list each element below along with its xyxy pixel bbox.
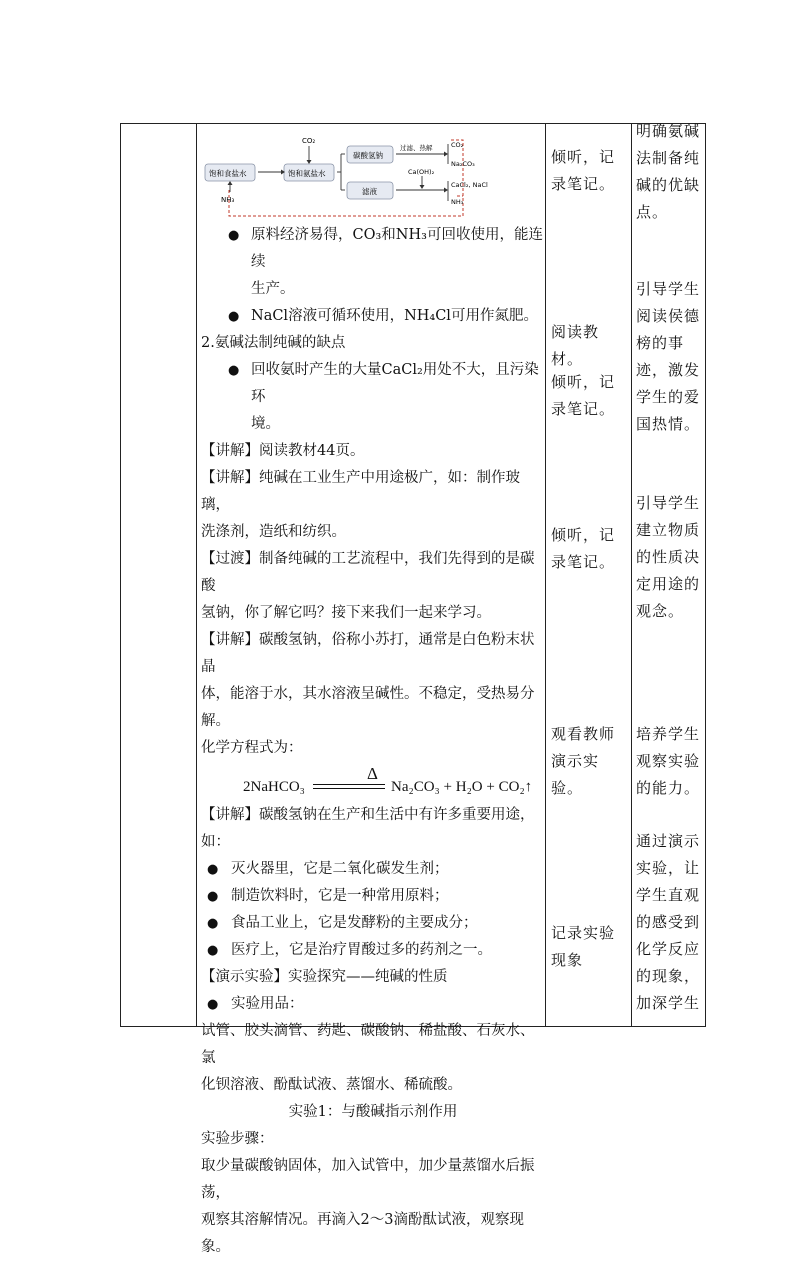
materials-item — [201, 991, 545, 1018]
bullet-icon: ● — [228, 228, 240, 243]
lesson-table — [120, 122, 706, 1255]
lecture-text: 体，能溶于水，其水溶液呈碱性。不稳定，受热易分解。 — [201, 686, 535, 729]
design-intent-4: 培养学生观察实验的能力。 — [636, 725, 701, 797]
student-activity-4: 倾听，记录笔记。 — [551, 526, 616, 571]
advantage-text: 原料经济易得，CO₃和NH₃可回收使用，能连续 — [251, 227, 543, 270]
nh3-label: NH₃ — [221, 196, 235, 204]
use-item — [201, 910, 545, 937]
design-intent-5: 通过演示实验，让学生直观的感受到化学反应的现象，加深学生 — [636, 832, 701, 1012]
teacher-activity — [201, 222, 545, 1261]
nh3-out-label: NH₃ — [451, 198, 464, 206]
equation-left: 2NaHCO₃ — [243, 779, 305, 795]
disadvantage-item — [201, 357, 545, 438]
cacl2-nacl-label: CaCl₂, NaCl — [451, 181, 488, 189]
disadvantage-text: 回收氨时产生的大量CaCl₂用处不大，且污染环 — [251, 362, 539, 405]
use-item — [201, 937, 545, 964]
equation-right: Na₂CO₃ + H₂O + CO₂↑ — [391, 779, 533, 795]
bullet-icon: ● — [228, 309, 240, 324]
bullet-icon: ● — [207, 916, 219, 931]
bullet-icon: ● — [207, 862, 219, 877]
lecture-text: 化学方程式为： — [201, 740, 303, 756]
lecture-text: 【讲解】阅读教材44页。 — [201, 443, 365, 459]
steps-label: 实验步骤： — [201, 1131, 274, 1147]
equation-condition: Δ — [367, 764, 378, 783]
use-item — [201, 883, 545, 910]
section-heading: 2.氨碱法制纯碱的缺点 — [201, 335, 346, 351]
transition-text: 【过渡】制备纯碱的工艺流程中，我们先得到的是碳酸 — [201, 551, 535, 594]
na2co3-label: Na₂CO₃ — [451, 160, 475, 168]
filter-heat-label: 过滤、热解 — [400, 144, 433, 152]
student-activity-3: 倾听，记录笔记。 — [551, 373, 616, 418]
bullet-icon: ● — [207, 997, 219, 1012]
lecture-text: 洗涤剂，造纸和纺织。 — [201, 524, 346, 540]
column-divider — [545, 124, 546, 1026]
ammonia-brine-label: 饱和氨盐水 — [288, 169, 326, 178]
co2-out-label: CO₂ — [451, 141, 464, 149]
brine-label: 饱和食盐水 — [209, 169, 247, 178]
lecture-text: 【讲解】纯碱在工业生产中用途极广，如：制作玻璃， — [201, 470, 520, 513]
advantage-text: 生产。 — [251, 281, 295, 297]
steps-text: 取少量碳酸钠固体，加入试管中，加少量蒸馏水后振荡， — [201, 1158, 535, 1201]
ammonia-soda-flow-diagram — [201, 126, 541, 218]
use-text: 灭火器里，它是二氧化碳发生剂； — [231, 861, 449, 877]
chemical-equation — [243, 762, 545, 802]
advantage-text: NaCl溶液可循环使用，NH₄Cl可用作氮肥。 — [251, 308, 538, 324]
steps-text: 观察其溶解情况。再滴入2～3滴酚酞试液，观察现象。 — [201, 1212, 524, 1255]
use-text: 制造饮料时，它是一种常用原料； — [231, 888, 449, 904]
materials-text: 试管、胶头滴管、药匙、碳酸钠、稀盐酸、石灰水、氯 — [201, 1023, 535, 1066]
caoh2-label: Ca(OH)₂ — [408, 168, 435, 176]
student-activity-6: 记录实验现象 — [551, 924, 616, 969]
co2-top-label: CO₂ — [302, 137, 316, 145]
bicarbonate-label: 碳酸氢钠 — [353, 151, 383, 160]
demo-heading: 【演示实验】实验探究——纯碱的性质 — [201, 969, 448, 985]
design-intent-1: 明确氨碱法制备纯碱的优缺点。 — [636, 122, 701, 221]
student-activity-1: 倾听，记录笔记。 — [551, 148, 616, 193]
student-activity-2: 阅读教材。 — [551, 323, 600, 368]
design-intent-2: 引导学生阅读侯德榜的事迹，激发学生的爱国热情。 — [636, 280, 701, 433]
experiment-title: 实验1：与酸碱指示剂作用 — [288, 1104, 458, 1120]
use-item — [201, 856, 545, 883]
student-activity-5: 观看教师演示实验。 — [551, 725, 616, 797]
transition-text: 氢钠，你了解它吗？接下来我们一起来学习。 — [201, 605, 491, 621]
use-text: 医疗上，它是治疗胃酸过多的药剂之一。 — [231, 942, 492, 958]
disadvantage-text: 境。 — [251, 416, 280, 432]
lecture-text: 【讲解】碳酸氢钠在生产和生活中有许多重要用途，如： — [201, 807, 535, 850]
materials-label: 实验用品： — [231, 996, 304, 1012]
design-intent-3: 引导学生建立物质的性质决定用途的观念。 — [636, 494, 701, 620]
advantage-item — [201, 222, 545, 303]
materials-text: 化钡溶液、酚酞试液、蒸馏水、稀硫酸。 — [201, 1077, 462, 1093]
bullet-icon: ● — [207, 943, 219, 958]
use-text: 食品工业上，它是发酵粉的主要成分； — [231, 915, 478, 931]
bullet-icon: ● — [207, 889, 219, 904]
lecture-text: 【讲解】碳酸氢钠，俗称小苏打，通常是白色粉末状晶 — [201, 632, 535, 675]
equation-arrow — [313, 784, 385, 789]
column-divider — [631, 124, 632, 1026]
filtrate-label: 滤液 — [362, 187, 377, 196]
bullet-icon: ● — [228, 363, 240, 378]
advantage-item — [201, 303, 545, 330]
column-divider — [196, 124, 197, 1026]
